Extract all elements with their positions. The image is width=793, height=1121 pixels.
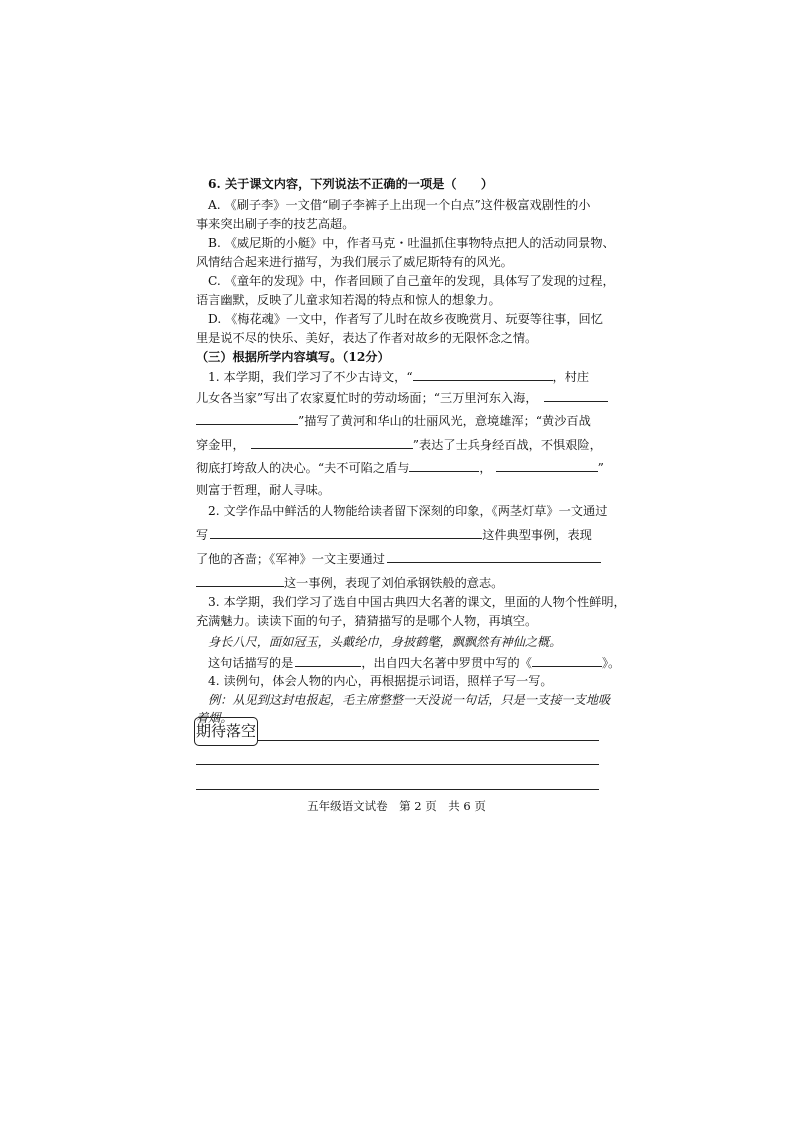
blank-2a[interactable] — [544, 389, 608, 402]
q4-line1: 4. 读例句，体会人物的内心，再根据提示词语，照样子写一写。 — [208, 674, 553, 688]
q1-text-5: 穿金甲， — [196, 438, 245, 452]
q1-line3 — [196, 412, 591, 429]
q1-text-6: ”表达了士兵身经百战，不惧艰险， — [412, 438, 602, 452]
q3-line4 — [208, 654, 620, 671]
q1-line6: 则富于哲理，耐人寻味。 — [196, 483, 331, 497]
q3-text-1: 这句话描写的是 — [208, 656, 294, 670]
prompt-word-box: 期待落空 — [194, 717, 258, 746]
q1-line2 — [196, 389, 608, 406]
q3-text-2: ，出自四大名著中罗贯中写的《 — [361, 656, 532, 670]
q6-option-a: A. 《刷子李》一文借“刷子李裤子上出现一个白点”这件极富戏剧性的小 — [208, 198, 591, 212]
q2-line1: 2. 文学作品中鲜活的人物能给读者留下深刻的印象，《两茎灯草》一文通过 — [208, 504, 608, 518]
q6-stem: 6. 关于课文内容，下列说法不正确的一项是（ ） — [208, 177, 494, 191]
page-footer: 五年级语文试卷 第 2 页 共 6 页 — [307, 799, 486, 813]
q2-line4 — [196, 574, 503, 591]
q3-line1: 3. 本学期，我们学习了选自中国古典四大名著的课文，里面的人物个性鲜明， — [208, 595, 626, 609]
q3-line2: 充满魅力。读读下面的句子，猜猜描写的是哪个人物，再填空。 — [196, 614, 538, 628]
q1-line1 — [208, 368, 589, 385]
blank-6a[interactable] — [387, 550, 601, 563]
q6-option-b-cont: 风情结合起来进行描写，为我们展示了威尼斯特有的风光。 — [196, 255, 513, 269]
q1-text-3: 儿女各当家”写出了农家夏忙时的劳动场面；“三万里河东入海， — [196, 391, 538, 405]
q2-text-1: 写 — [196, 528, 209, 542]
blank-3[interactable] — [251, 436, 413, 449]
q2-line2 — [196, 526, 592, 543]
blank-5[interactable] — [210, 526, 482, 539]
q6-option-d: D. 《梅花魂》一文中，作者写了儿时在故乡夜晚赏月、玩耍等往事，回忆 — [208, 312, 603, 326]
q1-text-1: 1. 本学期，我们学习了不少古诗文，“ — [208, 370, 413, 384]
blank-2b[interactable] — [196, 412, 298, 425]
q4-example-1: 例：从见到这封电报起，毛主席整整一天没说一句话，只是一支接一支地吸 — [208, 693, 611, 707]
blank-8[interactable] — [532, 654, 602, 667]
blank-7[interactable] — [295, 654, 361, 667]
q2-text-3: 了他的吝啬；《军神》一文主要通过 — [196, 552, 385, 566]
q1-text-2: ，村庄 — [552, 370, 590, 384]
q4-example-2: 着烟。 — [196, 711, 233, 725]
blank-4a[interactable] — [409, 459, 479, 472]
q6-option-b: B. 《威尼斯的小艇》中，作者马克・吐温抓住事物特点把人的活动同景物、 — [208, 236, 615, 250]
q2-line3 — [196, 550, 601, 567]
q1-text-4: ”描写了黄河和华山的壮丽风光，意境雄浑；“黄沙百战 — [298, 414, 591, 428]
q6-option-c-cont: 语言幽默，反映了儿童求知若渴的特点和惊人的想象力。 — [196, 293, 501, 307]
blank-6b[interactable] — [196, 574, 284, 587]
q1-line5 — [196, 459, 604, 476]
q1-text-8: ， — [479, 461, 492, 475]
q2-text-4: 这一事例，表现了刘伯承钢铁般的意志。 — [284, 576, 504, 590]
q3-quote: 身长八尺，面如冠玉，头戴纶巾，身披鹤氅，飘飘然有神仙之概。 — [208, 635, 562, 649]
q3-text-3: 》。 — [601, 656, 621, 670]
q2-text-2: 这件典型事例，表现 — [482, 528, 592, 542]
section-title: （三）根据所学内容填写。（12分） — [196, 350, 390, 364]
answer-line-3[interactable] — [196, 789, 599, 790]
answer-line-2[interactable] — [196, 764, 599, 765]
blank-4b[interactable] — [496, 459, 598, 472]
q6-option-a-cont: 事来突出刷子李的技艺高超。 — [196, 217, 355, 231]
q1-text-9: ” — [597, 461, 604, 475]
blank-1[interactable] — [413, 368, 553, 381]
q6-option-c: C. 《童年的发现》中，作者回顾了自己童年的发现，具体写了发现的过程， — [208, 274, 615, 288]
answer-line-1[interactable] — [258, 740, 599, 741]
q1-text-7: 彻底打垮敌人的决心。“夫不可陷之盾与 — [196, 461, 410, 475]
q1-line4 — [196, 436, 602, 453]
q6-option-d-cont: 里是说不尽的快乐、美好，表达了作者对故乡的无限怀念之情。 — [196, 331, 538, 345]
